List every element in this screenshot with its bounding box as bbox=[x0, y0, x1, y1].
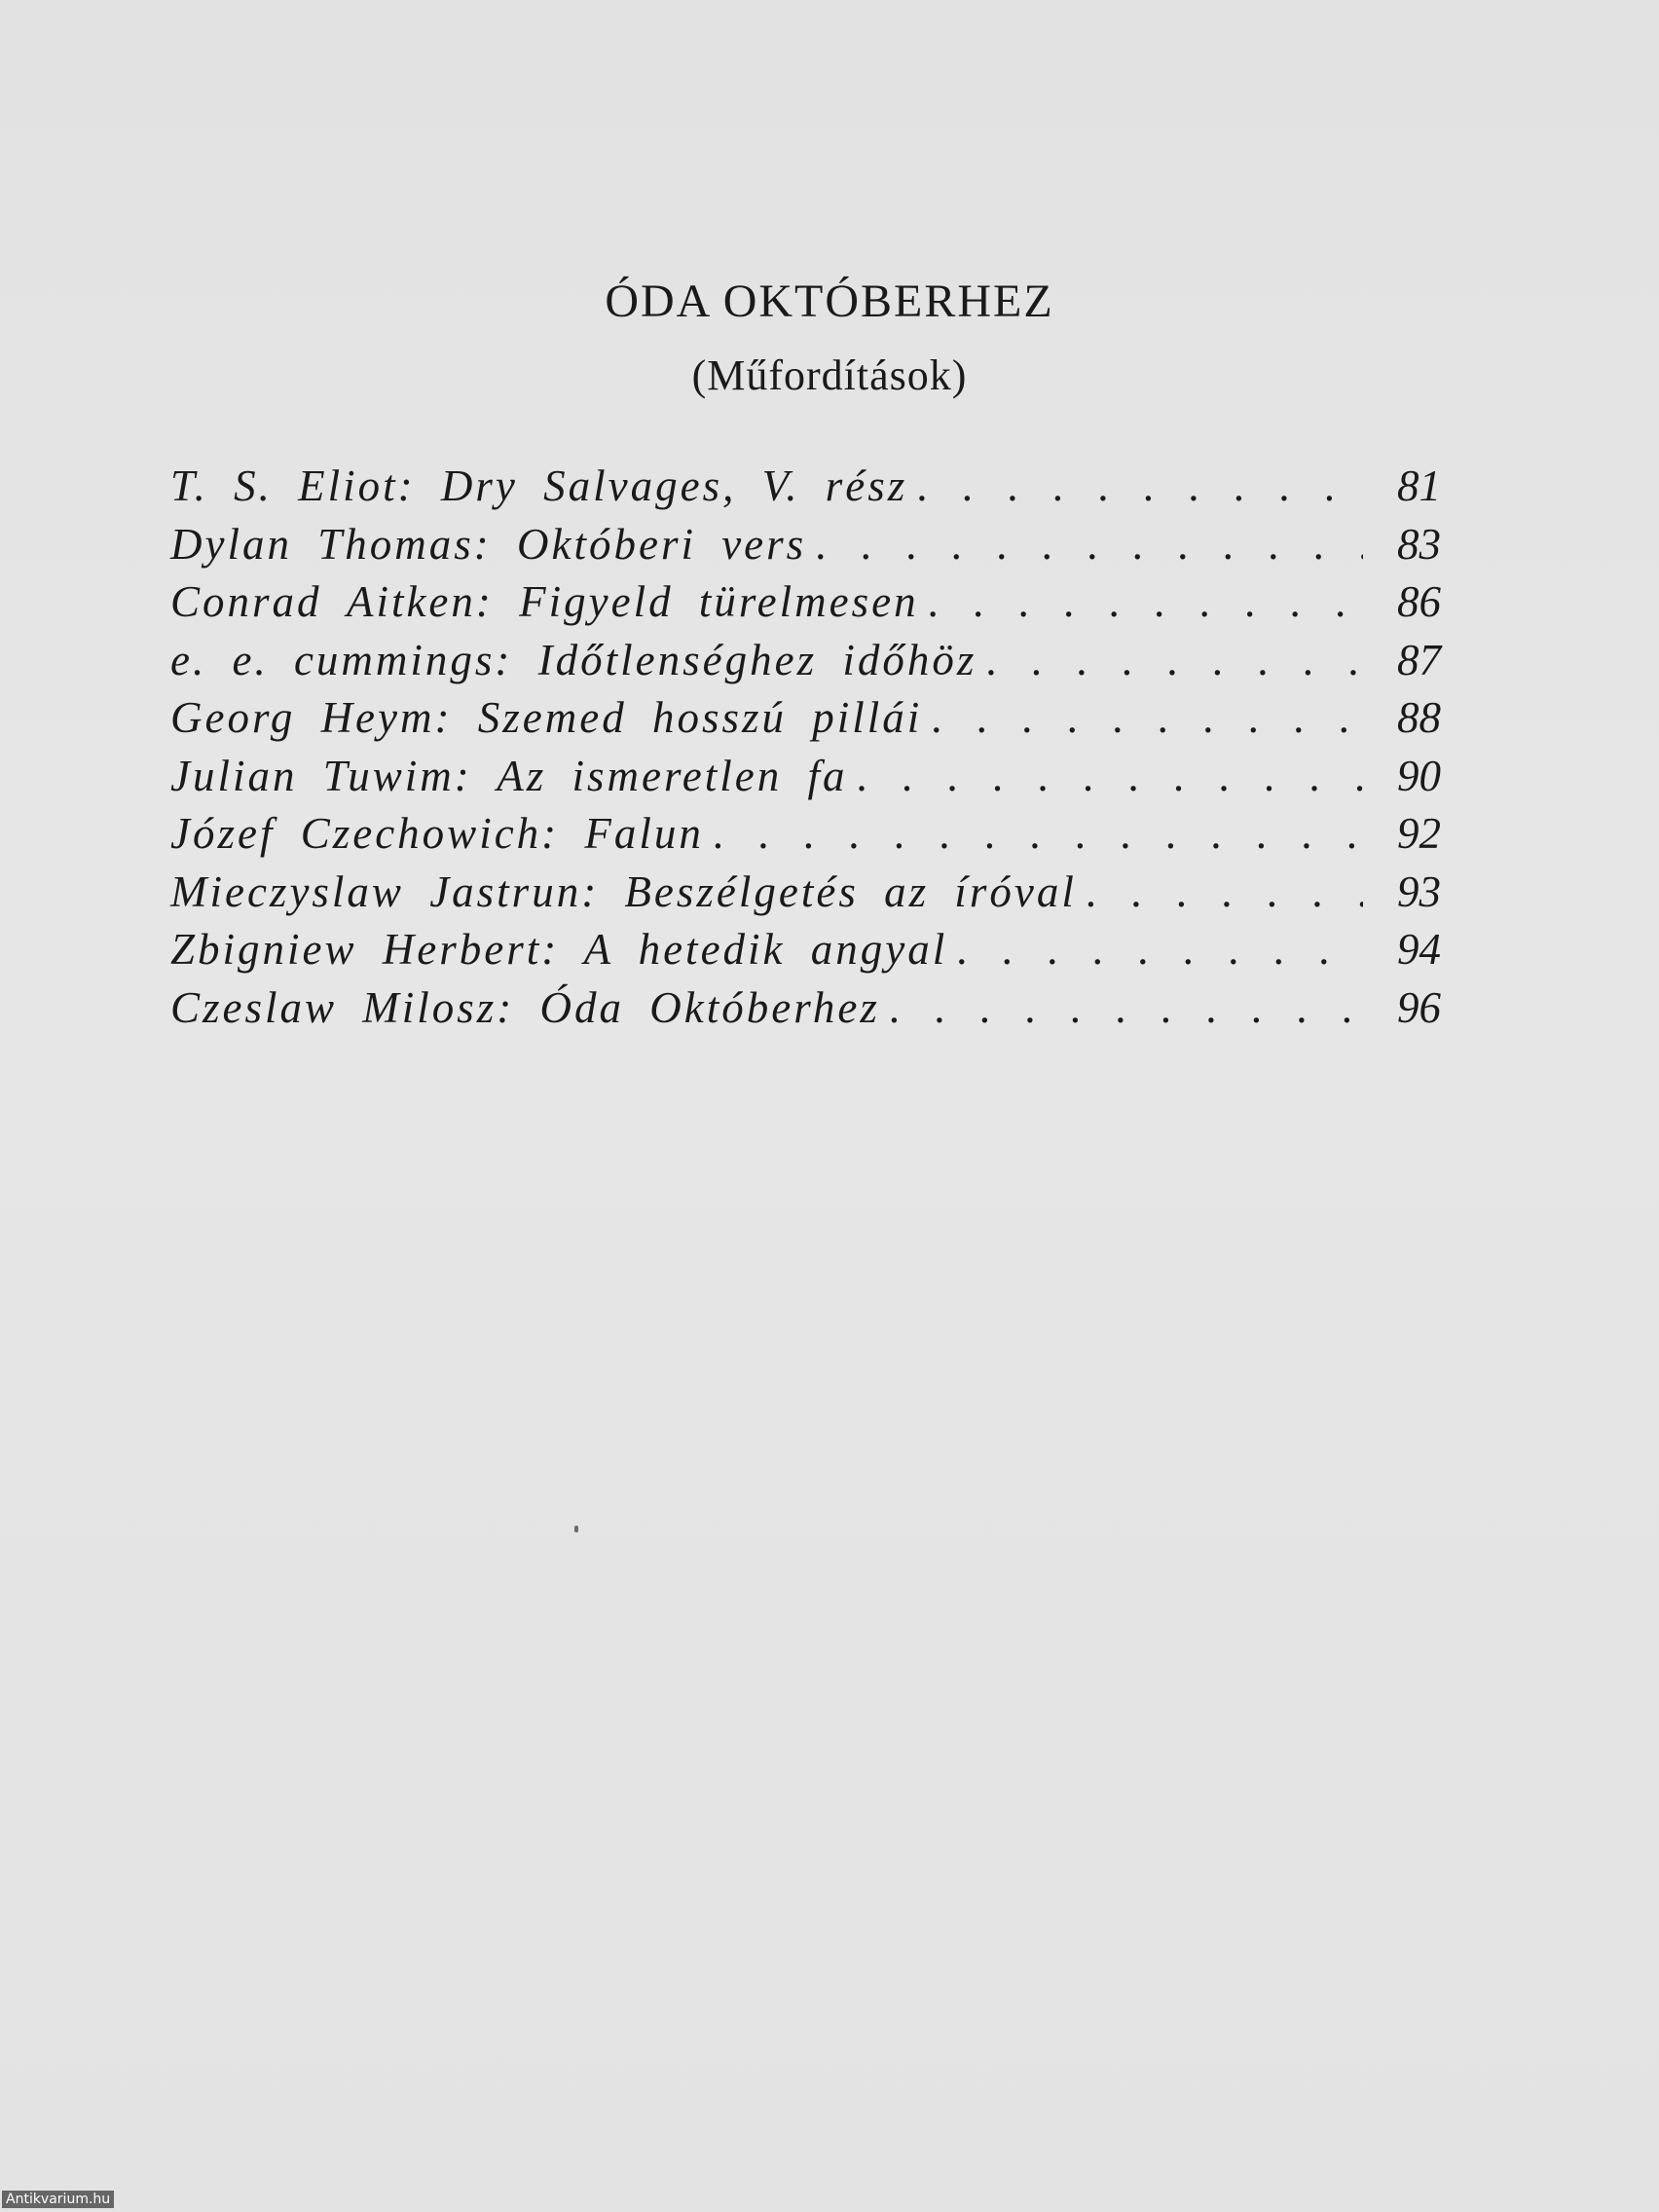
dot-leader bbox=[858, 748, 1364, 806]
dot-leader bbox=[917, 458, 1363, 516]
toc-entry-title: T. S. Eliot: Dry Salvages, V. rész bbox=[170, 461, 908, 510]
toc-page-number: 90 bbox=[1397, 751, 1441, 800]
toc-entry bbox=[170, 516, 1441, 574]
watermark: Antikvarium.hu bbox=[2, 2191, 114, 2208]
dot-leader bbox=[714, 805, 1363, 864]
toc-entry-title: Zbigniew Herbert: A hetedik angyal bbox=[170, 925, 948, 974]
toc-page-number: 92 bbox=[1397, 809, 1441, 858]
toc-entry-title: Conrad Aitken: Figyeld türelmesen bbox=[170, 577, 919, 626]
toc-entry bbox=[170, 921, 1441, 979]
section-subtitle: (Műfordítások) bbox=[691, 351, 968, 399]
dot-leader bbox=[816, 516, 1363, 574]
toc-entry bbox=[170, 573, 1441, 632]
table-of-contents bbox=[170, 458, 1441, 1037]
paper-speck bbox=[574, 1526, 578, 1532]
toc-entry bbox=[170, 748, 1441, 806]
toc-entry bbox=[170, 864, 1441, 922]
dot-leader bbox=[957, 921, 1363, 979]
toc-entry bbox=[170, 632, 1441, 690]
dot-leader bbox=[1087, 864, 1363, 922]
toc-page-number: 86 bbox=[1397, 577, 1441, 626]
toc-page-number: 83 bbox=[1397, 519, 1441, 569]
toc-entry bbox=[170, 979, 1441, 1038]
toc-entry-title: Mieczyslaw Jastrun: Beszélgetés az íróval bbox=[170, 866, 1077, 916]
toc-page-number: 87 bbox=[1397, 635, 1441, 684]
toc-page-number: 88 bbox=[1397, 693, 1441, 742]
toc-entry-title: Georg Heym: Szemed hosszú pillái bbox=[170, 693, 923, 742]
toc-page-number: 96 bbox=[1397, 982, 1441, 1032]
toc-page-number: 94 bbox=[1397, 925, 1441, 974]
toc-page-number: 93 bbox=[1397, 866, 1441, 916]
section-title: ÓDA OKTÓBERHEZ bbox=[605, 276, 1054, 327]
toc-entry bbox=[170, 805, 1441, 864]
toc-entry-title: e. e. cummings: Időtlenséghez időhöz bbox=[170, 635, 977, 684]
toc-entry-title: Julian Tuwim: Az ismeretlen fa bbox=[170, 751, 848, 800]
dot-leader bbox=[929, 573, 1363, 632]
dot-leader bbox=[890, 979, 1363, 1038]
toc-entry bbox=[170, 458, 1441, 516]
toc-entry-title: Józef Czechowich: Falun bbox=[170, 809, 704, 858]
dot-leader bbox=[932, 689, 1363, 748]
toc-entry-title: Czeslaw Milosz: Óda Októberhez bbox=[170, 982, 880, 1032]
toc-page-number: 81 bbox=[1397, 461, 1441, 510]
dot-leader bbox=[986, 632, 1363, 690]
toc-entry bbox=[170, 689, 1441, 748]
toc-entry-title: Dylan Thomas: Októberi vers bbox=[170, 519, 807, 569]
